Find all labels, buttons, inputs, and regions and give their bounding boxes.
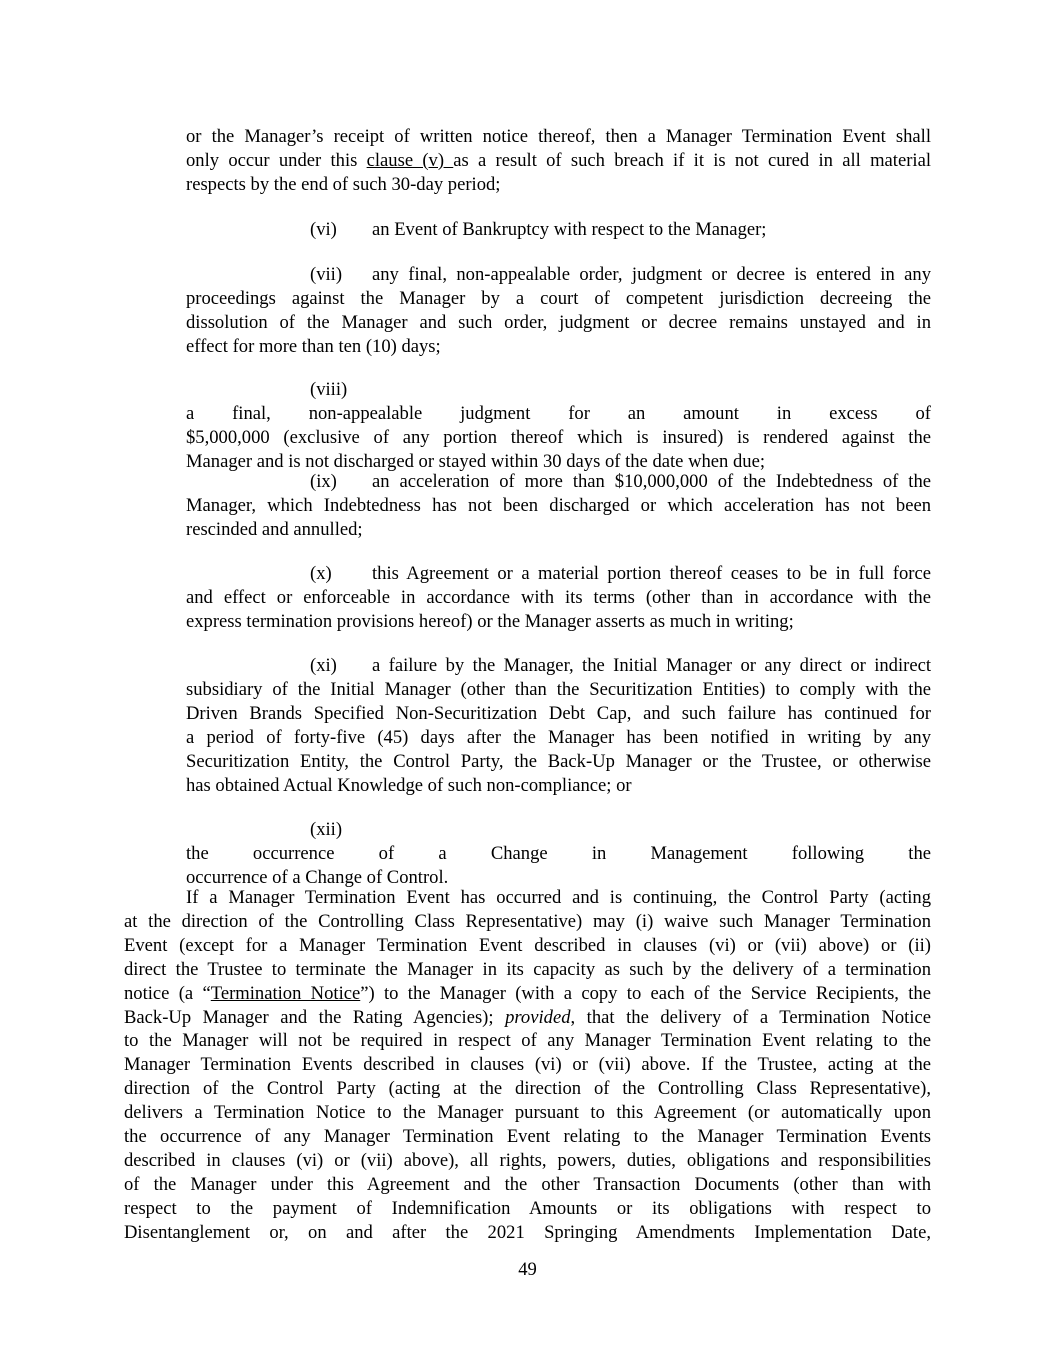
text-line [124, 886, 931, 910]
text-line: effect for more than ten (10) days; [186, 335, 441, 357]
text-line: direction of the Control Party (acting at the direction of the Controlling Class Representative), [124, 1078, 931, 1100]
text-line [186, 378, 931, 426]
text-line: respect to the payment of Indemnification Amounts or its obligations with respect to [124, 1197, 931, 1219]
termination-notice-term: Termination Notice [210, 982, 361, 1004]
text-line [186, 149, 931, 173]
text-line: direct the Trustee to terminate the Manager in its capacity as such by the delivery of a termination [124, 958, 931, 980]
text-line: the occurrence of any Manager Termination Event relating to the Manager Termination Events [124, 1126, 931, 1148]
text-line [186, 562, 931, 586]
text-line [186, 818, 931, 866]
text-span: notice (a “ [124, 982, 211, 1004]
text-line [186, 218, 931, 242]
text-line: subsidiary of the Initial Manager (other than the Securitization Entities) to comply with the [186, 678, 931, 700]
text-line: described in clauses (vi) or (vii) above), all rights, powers, duties, obligations and responsibilities [124, 1149, 931, 1171]
clause-viii [186, 378, 931, 474]
text-line: respects by the end of such 30-day period; [186, 173, 501, 195]
text-line: has obtained Actual Knowledge of such non-compliance; or [186, 774, 632, 796]
text-line: Event (except for a Manager Termination Event described in clauses (vi) or (vii) above) or (ii) [124, 934, 931, 956]
provided-term: provided [505, 1006, 571, 1028]
text-line [124, 1006, 931, 1030]
clause-text: a failure by the Manager, the Initial Manager or any direct or indirect [372, 655, 931, 676]
clause-v-reference: clause (v) [366, 149, 454, 171]
clause-text: any final, non-appealable order, judgment or decree is entered in any [372, 264, 931, 285]
text-line: Securitization Entity, the Control Party, the Back-Up Manager or the Trustee, or otherwise [186, 750, 931, 772]
text-line [186, 654, 931, 678]
clause-text: an acceleration of more than $10,000,000 of the Indebtedness of the [372, 471, 931, 492]
text-line [186, 263, 931, 287]
clause-ix [186, 470, 931, 542]
text-span: Back-Up Manager and the Rating Agencies); [124, 1006, 506, 1028]
text-line: rescinded and annulled; [186, 518, 363, 540]
clause-number: (xii) [310, 819, 343, 840]
text-line: occurrence of a Change of Control. [186, 866, 449, 888]
text-line: Manager Termination Events described in clauses (vi) or (vii) above. If the Trustee, acting at the [124, 1054, 931, 1076]
clause-text: the occurrence of a Change in Management following the [186, 842, 931, 864]
text-line: a period of forty-five (45) days after the Manager has been notified in writing by any [186, 726, 931, 748]
text-line: at the direction of the Controlling Class Representative) may (i) waive such Manager Termination [124, 910, 931, 932]
text-line: of the Manager under this Agreement and the other Transaction Documents (other than with [124, 1173, 931, 1195]
termination-paragraph [124, 886, 931, 1245]
text-line: to the Manager will not be required in respect of any Manager Termination Event relating to the [124, 1030, 931, 1052]
text-span: , that the delivery of a Termination Notice [570, 1006, 932, 1028]
text-span: If a Manager Termination Event has occurred and is continuing, the Control Party (acting [186, 887, 931, 908]
text-line [124, 982, 931, 1006]
clause-x [186, 562, 931, 634]
clause-number: (vii) [310, 264, 343, 285]
clause-xi [186, 654, 931, 797]
clause-text: an Event of Bankruptcy with respect to the Manager; [372, 219, 767, 240]
text-line: proceedings against the Manager by a court of competent jurisdiction decreeing the [186, 287, 931, 309]
text-span: ”) to the Manager (with a copy to each of the Service Recipients, the [360, 982, 931, 1004]
clause-number: (x) [310, 563, 332, 584]
text-line: Disentanglement or, on and after the 2021 Springing Amendments Implementation Date, [124, 1221, 931, 1243]
clause-number: (vi) [310, 219, 337, 240]
clause-vi [186, 218, 931, 242]
text-span: only occur under this [186, 149, 367, 171]
text-line: delivers a Termination Notice to the Manager pursuant to this Agreement (or automatically upon [124, 1102, 931, 1124]
text-line: $5,000,000 (exclusive of any portion thereof which is insured) is rendered against the [186, 426, 931, 448]
page-number: 49 [518, 1259, 537, 1280]
text-line [186, 470, 931, 494]
text-line: or the Manager’s receipt of written notice thereof, then a Manager Termination Event shall [186, 126, 931, 147]
text-span: as a result of such breach if it is not cured in all material [453, 149, 931, 171]
text-line: Manager and is not discharged or stayed within 30 days of the date when due; [186, 450, 766, 472]
text-line: express termination provisions hereof) or the Manager asserts as much in writing; [186, 610, 794, 632]
text-line: dissolution of the Manager and such order, judgment or decree remains unstayed and in [186, 311, 931, 333]
text-line: Manager, which Indebtedness has not been discharged or which acceleration has not been [186, 494, 931, 516]
clause-number: (ix) [310, 471, 337, 492]
clause-number: (xi) [310, 655, 337, 676]
clause-v-continuation [186, 125, 931, 197]
text-line: and effect or enforceable in accordance with its terms (other than in accordance with the [186, 586, 931, 608]
clause-xii [186, 818, 931, 890]
clause-text: this Agreement or a material portion thereof ceases to be in full force [372, 563, 931, 584]
clause-vii [186, 263, 931, 359]
clause-text: a final, non-appealable judgment for an amount in excess of [186, 402, 931, 424]
clause-number: (viii) [310, 379, 348, 400]
text-line: Driven Brands Specified Non-Securitization Debt Cap, and such failure has continued for [186, 702, 931, 724]
